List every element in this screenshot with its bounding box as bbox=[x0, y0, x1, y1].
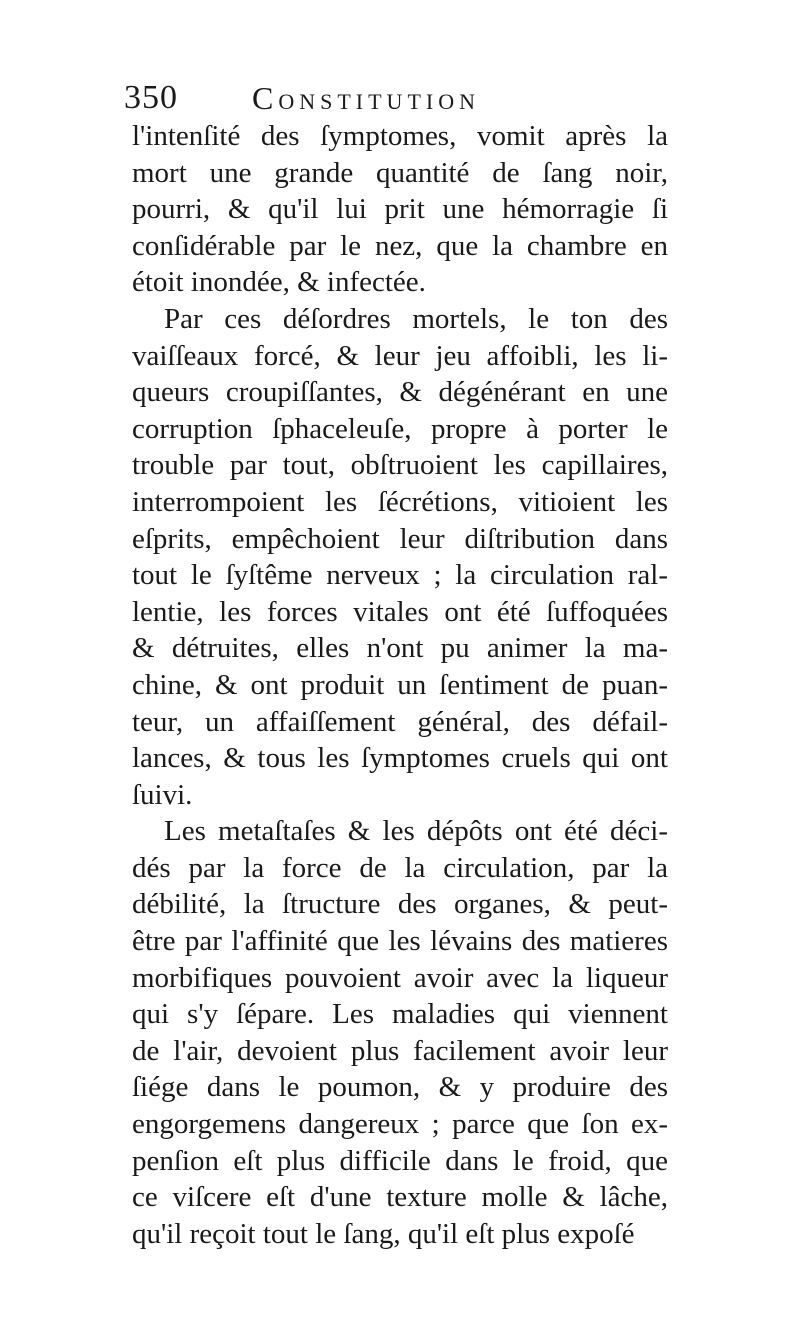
text-line: ſuivi. bbox=[132, 778, 193, 811]
text-line: lances, & tous les ſymptomes cruels qui ont bbox=[132, 742, 668, 775]
text-line: tout le ſyſtême nerveux ; la circulation ral- bbox=[132, 559, 668, 592]
text-line: interrompoient les ſécrétions, vitioient les bbox=[132, 485, 668, 518]
text-line: engorgemens dangereux ; parce que ſon ex- bbox=[132, 1108, 668, 1141]
text-line: être par l'affinité que les lévains des matieres bbox=[132, 925, 668, 958]
text-line: corruption ſphaceleuſe, propre à porter le bbox=[132, 412, 668, 445]
text-line: vaiſſeaux forcé, & leur jeu affoibli, les li- bbox=[132, 339, 668, 372]
text-line: eſprits, empêchoient leur diſtribution dans bbox=[132, 522, 668, 555]
page-number: 350 bbox=[124, 79, 178, 116]
text-line: conſidérable par le nez, que la chambre en bbox=[132, 229, 668, 262]
text-line: chine, & ont produit un ſentiment de puan- bbox=[132, 668, 668, 701]
text-line: ce viſcere eſt d'une texture molle & lâche, bbox=[132, 1181, 668, 1214]
text-line: lentie, les forces vitales ont été ſuffoquées bbox=[132, 595, 668, 628]
text-line: penſion eſt plus difficile dans le froid, que bbox=[132, 1144, 668, 1177]
text-line: mort une grande quantité de ſang noir, bbox=[132, 156, 668, 189]
running-title: Constitution bbox=[252, 80, 480, 116]
text-line: étoit inondée, & infectée. bbox=[132, 266, 426, 299]
text-line: Par ces déſordres mortels, le ton des bbox=[164, 302, 668, 335]
paragraph-2 bbox=[132, 301, 668, 813]
text-line: débilité, la ſtructure des organes, & peut- bbox=[132, 888, 668, 921]
text-line: qui s'y ſépare. Les maladies qui viennent bbox=[132, 998, 668, 1031]
text-line: & détruites, elles n'ont pu animer la ma- bbox=[132, 632, 668, 665]
text-line: dés par la force de la circulation, par la bbox=[132, 851, 668, 884]
paragraph-3 bbox=[132, 813, 668, 1252]
running-head bbox=[124, 76, 654, 120]
text-line: pourri, & qu'il lui prit une hémorragie ſi bbox=[132, 193, 668, 226]
text-line: de l'air, devoient plus facilement avoir leur bbox=[132, 1034, 668, 1067]
text-line: trouble par tout, obſtruoient les capillaires, bbox=[132, 449, 668, 482]
text-line: Les metaſtaſes & les dépôts ont été déci- bbox=[164, 815, 668, 848]
text-line: ſiége dans le poumon, & y produire des bbox=[132, 1071, 668, 1104]
body-text bbox=[132, 118, 668, 1252]
text-line: l'intenſité des ſymptomes, vomit après la bbox=[132, 120, 668, 152]
text-line: queurs croupiſſantes, & dégénérant en une bbox=[132, 376, 668, 409]
text-line: qu'il reçoit tout le ſang, qu'il eſt plus expoſé bbox=[132, 1217, 635, 1250]
text-line: morbifiques pouvoient avoir avec la liqueur bbox=[132, 961, 668, 994]
paragraph-1 bbox=[132, 118, 668, 301]
text-line: teur, un affaiſſement général, des défail- bbox=[132, 705, 668, 738]
